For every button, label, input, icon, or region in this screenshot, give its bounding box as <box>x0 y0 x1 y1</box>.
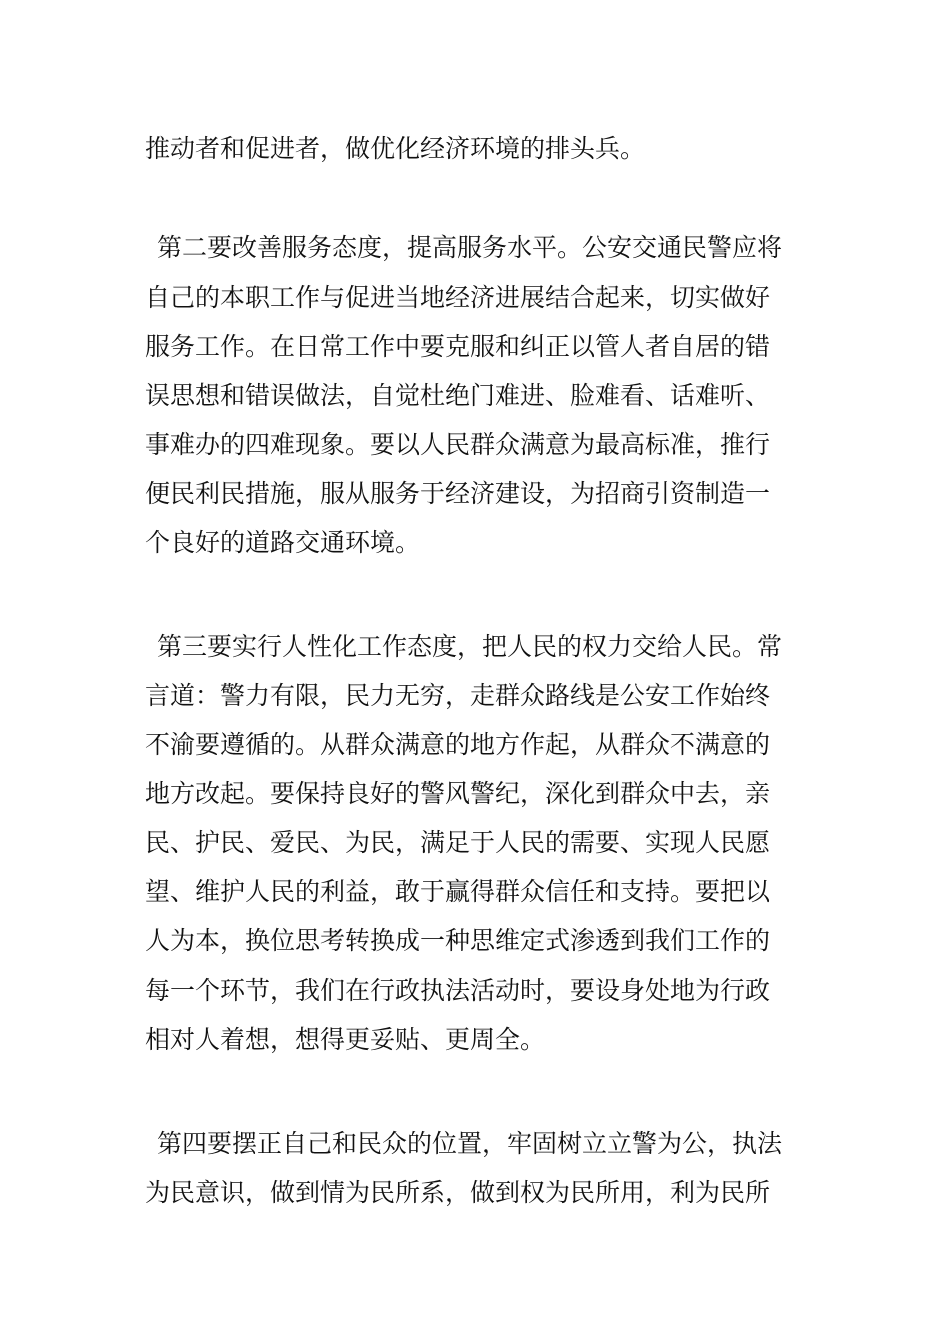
paragraph-3-line-5: 民、护民、爱民、为民，满足于人民的需要、实现人民愿 <box>145 828 771 857</box>
paragraph-4-line-2: 为民意识，做到情为民所系，做到权为民所用，利为民所 <box>145 1178 771 1207</box>
paragraph-3-line-9: 相对人着想，想得更妥贴、更周全。 <box>145 1025 546 1054</box>
paragraph-2-line-7: 个良好的道路交通环境。 <box>145 528 421 557</box>
paragraph-3-line-7: 人为本，换位思考转换成一种思维定式渗透到我们工作的 <box>145 926 771 955</box>
paragraph-4-line-1: 第四要摆正自己和民众的位置，牢固树立立警为公，执法 <box>157 1129 783 1158</box>
paragraph-3-line-3: 不渝要遵循的。从群众满意的地方作起，从群众不满意的 <box>145 730 771 759</box>
paragraph-2-line-5: 事难办的四难现象。要以人民群众满意为最高标准，推行 <box>145 430 771 459</box>
paragraph-2-line-4: 误思想和错误做法，自觉杜绝门难进、脸难看、话难听、 <box>145 381 771 410</box>
paragraph-2-line-3: 服务工作。在日常工作中要克服和纠正以管人者自居的错 <box>145 332 771 361</box>
paragraph-3-line-6: 望、维护人民的利益，敢于赢得群众信任和支持。要把以 <box>145 877 771 906</box>
paragraph-3-line-1: 第三要实行人性化工作态度，把人民的权力交给人民。常 <box>157 632 783 661</box>
paragraph-3-line-4: 地方改起。要保持良好的警风警纪，深化到群众中去，亲 <box>145 779 771 808</box>
paragraph-2-line-6: 便民利民措施，服从服务于经济建设，为招商引资制造一 <box>145 479 771 508</box>
paragraph-3-line-8: 每一个环节，我们在行政执法活动时，要设身处地为行政 <box>145 976 771 1005</box>
paragraph-2-line-2: 自己的本职工作与促进当地经济进展结合起来，切实做好 <box>145 283 771 312</box>
paragraph-1-line-1: 推动者和促进者，做优化经济环境的排头兵。 <box>145 134 646 163</box>
paragraph-3-line-2: 言道：警力有限，民力无穷，走群众路线是公安工作始终 <box>145 681 771 710</box>
paragraph-2-line-1: 第二要改善服务态度，提高服务水平。公安交通民警应将 <box>157 233 783 262</box>
